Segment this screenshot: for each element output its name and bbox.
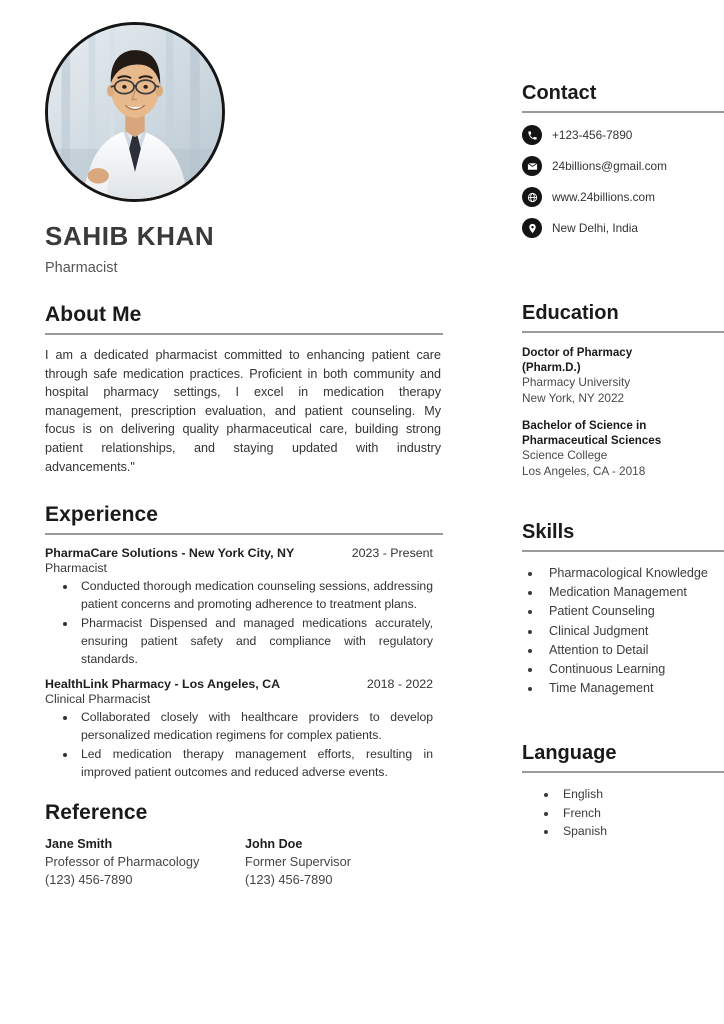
- about-heading: About Me: [45, 303, 142, 326]
- list-item: • Time Management: [542, 679, 724, 698]
- list-item: • Clinical Judgment: [542, 622, 724, 641]
- contact-item-website[interactable]: [522, 187, 724, 207]
- education-location: Los Angeles, CA - 2018: [522, 463, 646, 478]
- experience-company: HealthLink Pharmacy - Los Angeles, CA: [45, 677, 281, 692]
- experience-item: [45, 677, 445, 781]
- contact-item-phone[interactable]: [522, 125, 724, 145]
- education-school: Science College: [522, 448, 608, 462]
- experience-dates: 2018 - 2022: [366, 677, 433, 692]
- contact-list: [522, 125, 724, 238]
- pharmacist-portrait-photo: [48, 25, 222, 199]
- list-item: • Patient Counseling: [542, 602, 724, 621]
- right-column: [522, 0, 724, 841]
- reference-item: [45, 837, 245, 887]
- reference-phone: (123) 456-7890: [45, 872, 133, 888]
- reference-role: Professor of Pharmacology: [45, 854, 200, 870]
- reference-phone: (123) 456-7890: [245, 872, 333, 888]
- list-item: • French: [558, 804, 724, 822]
- avatar: [45, 22, 225, 202]
- experience-bullet: • Collaborated closely with healthcare providers to develop personalized medication regimens for complex patients.: [77, 708, 433, 744]
- page-title: SAHIB KHAN: [45, 221, 215, 251]
- contact-item-email[interactable]: [522, 156, 724, 176]
- education-degree-line2: (Pharm.D.): [522, 361, 581, 374]
- list-item: • Continuous Learning: [542, 660, 724, 679]
- language-section: [522, 742, 724, 840]
- phone-icon: [522, 125, 542, 145]
- contact-item-location[interactable]: [522, 218, 724, 238]
- experience-bullet: • Led medication therapy management efforts, resulting in improved patient outcomes and reduced adverse events.: [77, 745, 433, 781]
- reference-name: Jane Smith: [45, 837, 113, 852]
- about-text: I am a dedicated pharmacist committed to enhancing patient care through safe medication practices. Proficient in both community and hospital pharmacy settings, I excel in medication therapy management, prescription evaluation, and patient counseling. My focus is on delivering quality pharmaceutical care, building strong patient relationships, and staying updated with industry advancements.": [45, 348, 441, 474]
- skills-heading: Skills: [522, 521, 575, 543]
- envelope-icon: [522, 156, 542, 176]
- list-item: • Medication Management: [542, 583, 724, 602]
- contact-location-value: New Delhi, India: [552, 221, 638, 235]
- list-item: • English: [558, 785, 724, 803]
- experience-role: Clinical Pharmacist: [45, 692, 151, 707]
- experience-bullet-list: [77, 577, 445, 668]
- education-heading: Education: [522, 302, 619, 324]
- contact-divider: [522, 111, 724, 113]
- list-item: • Spanish: [558, 822, 724, 840]
- profile-job-title: Pharmacist: [45, 260, 118, 276]
- reference-name: John Doe: [245, 837, 303, 852]
- experience-bullet: • Conducted thorough medication counseling sessions, addressing patient concerns and promoting adherence to treatment plans.: [77, 577, 433, 613]
- experience-company: PharmaCare Solutions - New York City, NY: [45, 546, 295, 561]
- reference-role: Former Supervisor: [245, 854, 351, 870]
- about-divider: [45, 333, 443, 335]
- reference-item: [245, 837, 445, 887]
- experience-role: Pharmacist: [45, 561, 107, 576]
- list-item: • Attention to Detail: [542, 641, 724, 660]
- location-pin-icon: [522, 218, 542, 238]
- experience-item: [45, 546, 445, 668]
- contact-section: [522, 82, 724, 238]
- experience-section: [45, 503, 445, 781]
- education-degree-line1: Bachelor of Science in: [522, 419, 647, 432]
- skills-divider: [522, 550, 724, 552]
- contact-phone-value: +123-456-7890: [552, 128, 633, 142]
- left-column: [45, 0, 445, 887]
- experience-bullet: • Pharmacist Dispensed and managed medications accurately, ensuring patient safety and compliance with regulatory standards.: [77, 614, 433, 668]
- education-degree-line2: Pharmaceutical Sciences: [522, 434, 662, 447]
- education-item: [522, 345, 724, 406]
- skills-list: [542, 564, 724, 698]
- language-heading: Language: [522, 742, 617, 765]
- education-item: [522, 418, 724, 479]
- experience-dates: 2023 - Present: [351, 546, 433, 561]
- experience-item-header: [45, 546, 433, 560]
- contact-email-value: 24billions@gmail.com: [552, 159, 667, 173]
- education-divider: [522, 331, 724, 333]
- experience-item-header: [45, 677, 433, 691]
- experience-heading: Experience: [45, 503, 159, 527]
- language-list: [558, 785, 724, 840]
- education-location: New York, NY 2022: [522, 390, 625, 405]
- education-school: Pharmacy University: [522, 375, 631, 389]
- list-item: • Pharmacological Knowledge: [542, 564, 724, 583]
- experience-divider: [45, 533, 443, 535]
- about-section: [45, 303, 445, 476]
- education-degree-line1: Doctor of Pharmacy: [522, 346, 633, 359]
- contact-website-value: www.24billions.com: [552, 190, 655, 204]
- contact-heading: Contact: [522, 82, 597, 104]
- experience-bullet-list: [77, 708, 445, 781]
- reference-heading: Reference: [45, 801, 148, 825]
- globe-icon: [522, 187, 542, 207]
- reference-list: [45, 837, 445, 887]
- skills-section: [522, 521, 724, 698]
- language-divider: [522, 771, 724, 773]
- education-section: [522, 302, 724, 479]
- reference-section: [45, 801, 445, 887]
